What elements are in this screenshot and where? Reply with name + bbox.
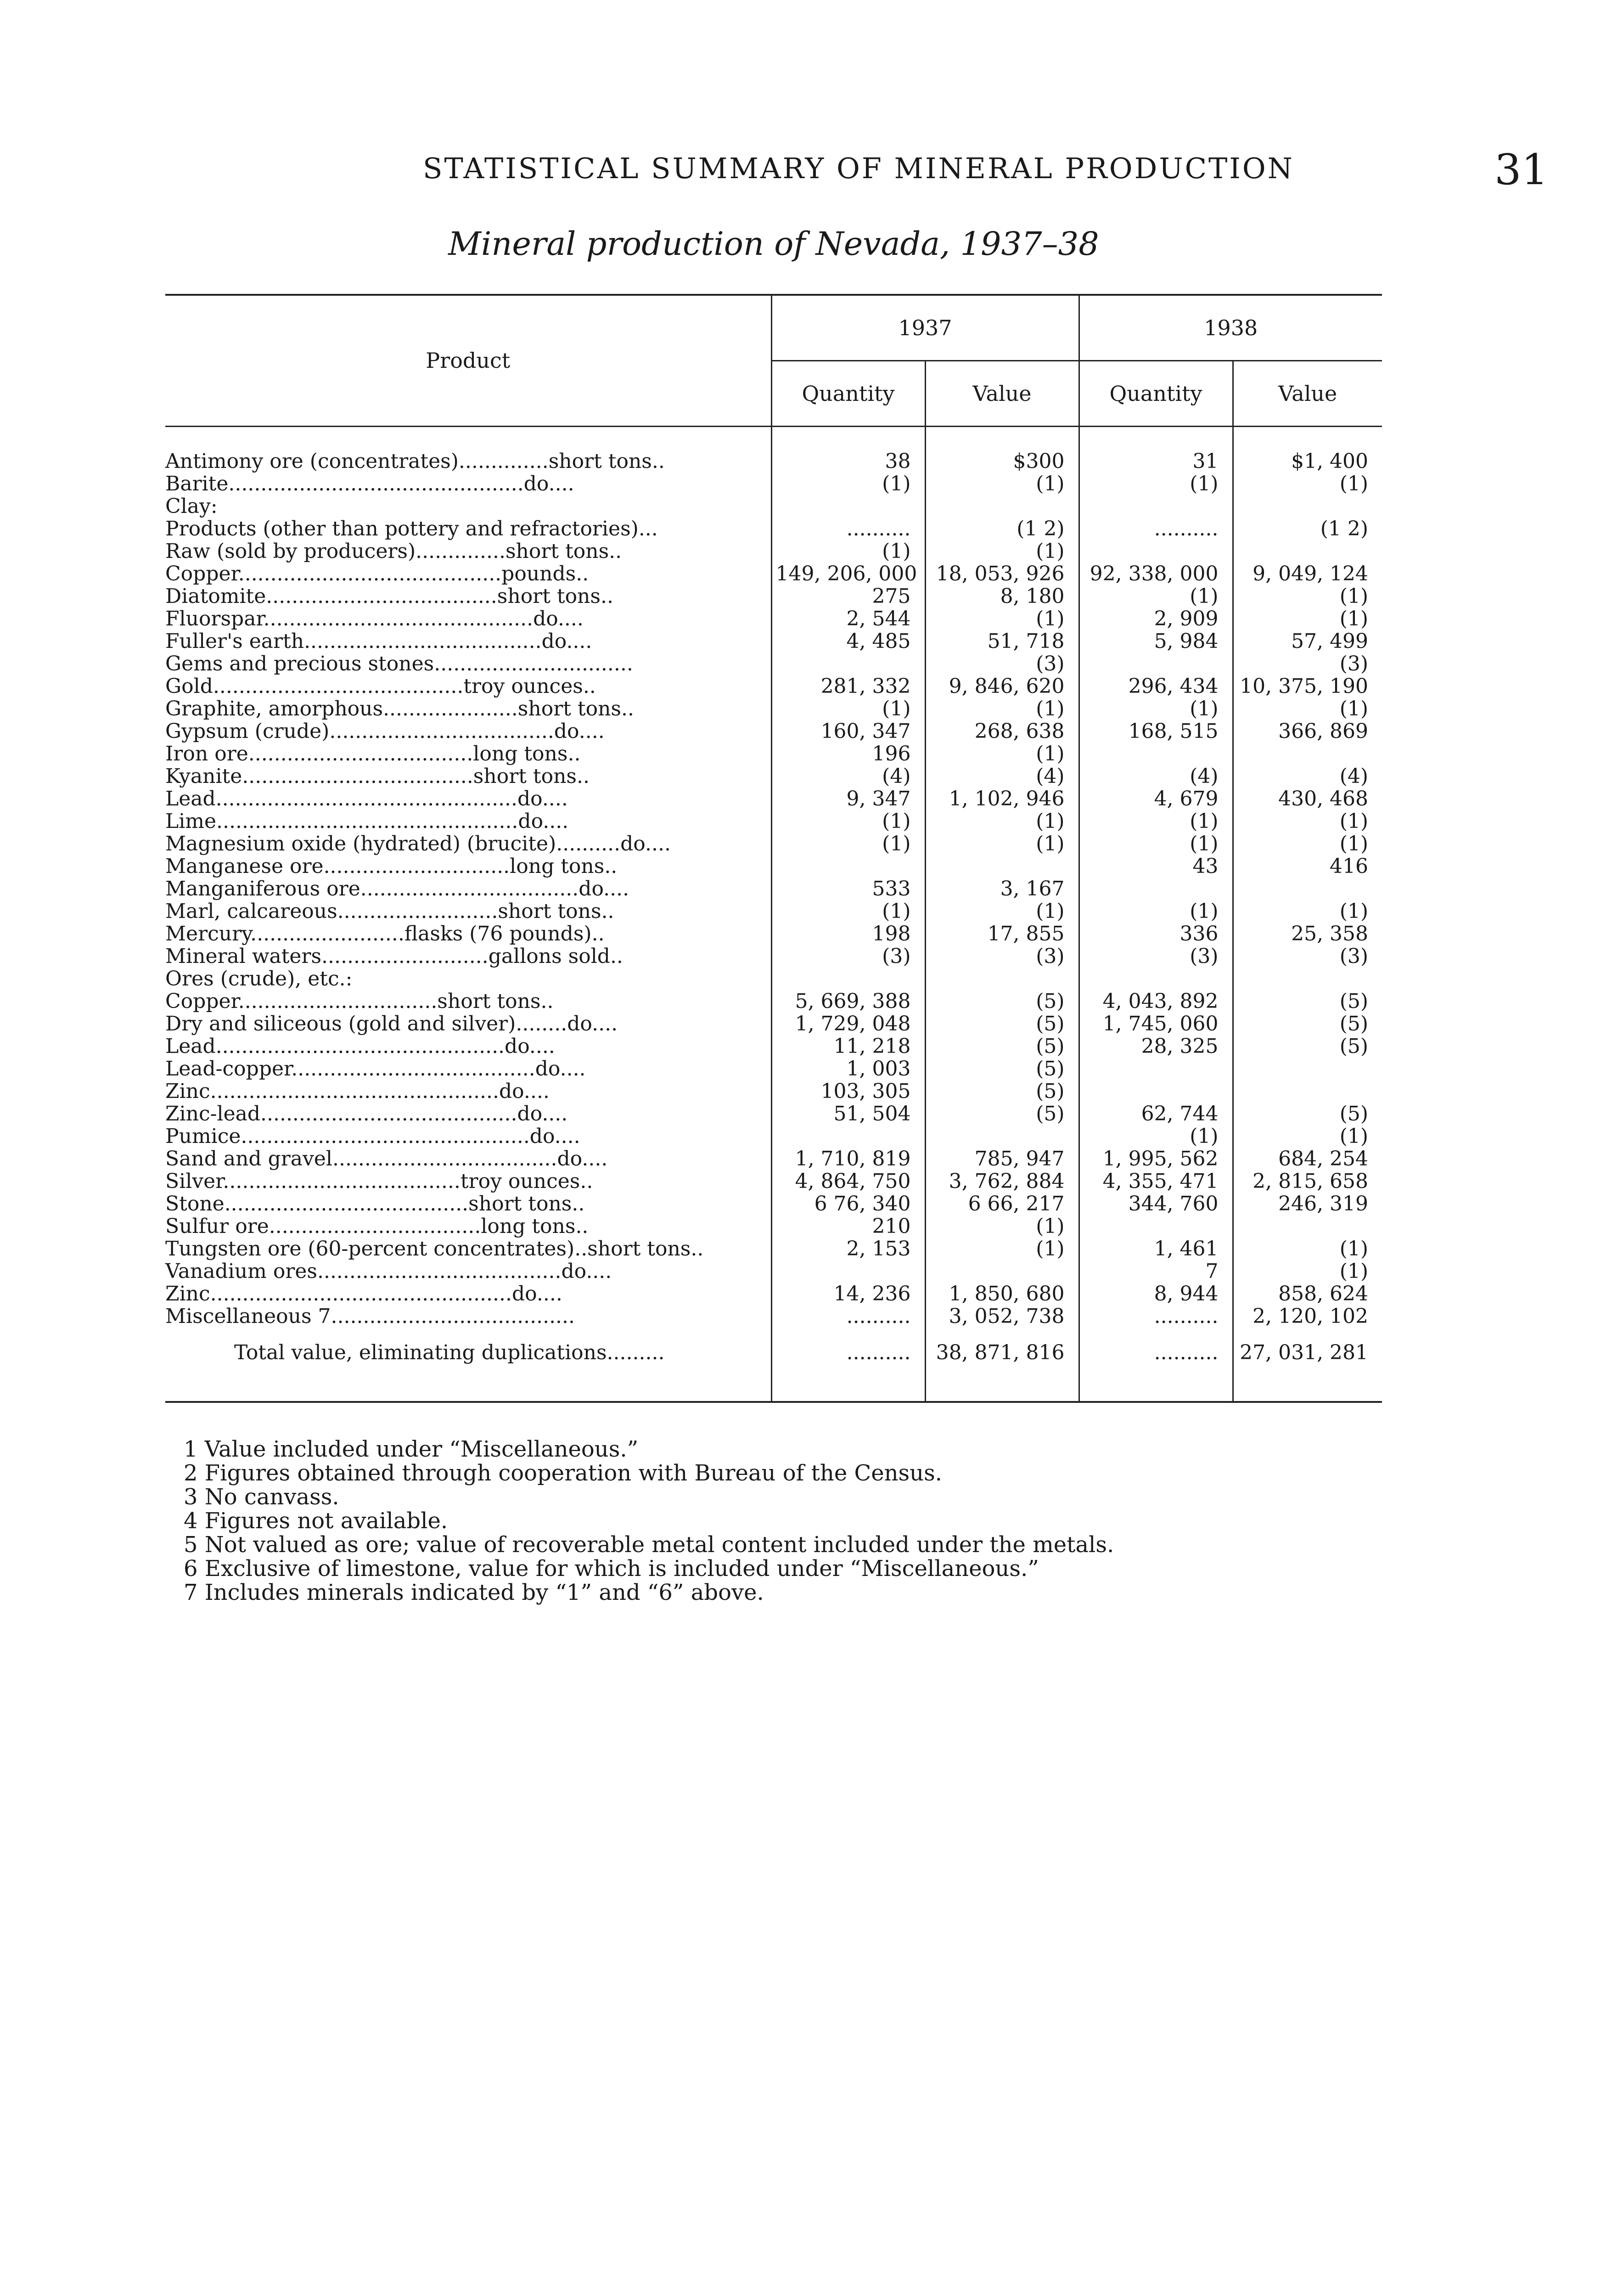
bottom-cell	[165, 1378, 771, 1402]
product-cell: Gold.......................................troy ounces..	[165, 675, 596, 698]
table-row	[165, 855, 1382, 878]
quantity-1937-cell	[771, 968, 925, 990]
value-1937-cell: (5)	[925, 1058, 1079, 1080]
table-title: Mineral production of Nevada, 1937–38	[448, 225, 1099, 263]
quantity-1938-cell	[1079, 1215, 1233, 1238]
quantity-1938-cell: 28, 325	[1079, 1035, 1233, 1058]
value-1938-cell: 684, 254	[1233, 1148, 1382, 1170]
value-1937-cell: (1)	[925, 743, 1079, 765]
quantity-1937-cell: 281, 332	[771, 675, 925, 698]
quantity-1937-cell: 6 76, 340	[771, 1193, 925, 1215]
table-row	[165, 765, 1382, 788]
value-1937-cell: (3)	[925, 945, 1079, 968]
quantity-1938-cell: (1)	[1079, 585, 1233, 608]
quantity-1938-cell: 1, 995, 562	[1079, 1148, 1233, 1170]
value-1938-cell	[1233, 540, 1382, 563]
table-row	[165, 878, 1382, 900]
quantity-1937-cell: 1, 729, 048	[771, 1013, 925, 1035]
value-1937-cell: (5)	[925, 990, 1079, 1013]
value-1938-cell	[1233, 878, 1382, 900]
quantity-1937-cell: (3)	[771, 945, 925, 968]
table-row	[165, 1035, 1382, 1058]
value-1937-header: Value	[925, 361, 1079, 427]
footnote: 7 Includes minerals indicated by “1” and “6” above.	[184, 1580, 764, 1605]
footnote: 3 No canvass.	[184, 1484, 339, 1510]
value-1937-cell: 51, 718	[925, 630, 1079, 653]
quantity-1938-cell: (1)	[1079, 1125, 1233, 1148]
footnotes	[184, 1437, 1377, 1604]
product-cell: Pumice.............................................do....	[165, 1125, 580, 1148]
value-1938-cell: (4)	[1233, 765, 1382, 788]
bottom-row	[165, 1378, 1382, 1402]
value-1937-cell: 268, 638	[925, 720, 1079, 743]
value-1937-cell: (1)	[925, 698, 1079, 720]
value-1938-cell	[1233, 1215, 1382, 1238]
quantity-1938-cell	[1079, 495, 1233, 518]
value-1938-cell: 416	[1233, 855, 1382, 878]
quantity-1938-cell: (1)	[1079, 810, 1233, 833]
table-row	[165, 1260, 1382, 1283]
quantity-1937-cell: 1, 003	[771, 1058, 925, 1080]
value-1937-cell: (1 2)	[925, 518, 1079, 540]
total-value-1938: 27, 031, 281	[1233, 1328, 1382, 1378]
value-1938-cell: (1)	[1233, 1125, 1382, 1148]
value-1938-cell	[1233, 495, 1382, 518]
table-row	[165, 1238, 1382, 1260]
quantity-1937-cell	[771, 855, 925, 878]
value-1937-cell: 17, 855	[925, 923, 1079, 945]
value-1938-cell: 246, 319	[1233, 1193, 1382, 1215]
table-row	[165, 923, 1382, 945]
value-1937-cell: (4)	[925, 765, 1079, 788]
table-row	[165, 1013, 1382, 1035]
product-cell: Antimony ore (concentrates)..............short tons..	[165, 450, 665, 473]
quantity-1937-cell: 275	[771, 585, 925, 608]
quantity-1938-cell: 8, 944	[1079, 1283, 1233, 1305]
total-quantity-1937: ..........	[771, 1328, 925, 1378]
product-cell: Gypsum (crude)...................................do....	[165, 720, 605, 743]
value-1937-cell	[925, 1260, 1079, 1283]
quantity-1938-cell: 92, 338, 000	[1079, 563, 1233, 585]
bottom-cell	[1233, 1378, 1382, 1402]
quantity-1938-cell: 1, 745, 060	[1079, 1013, 1233, 1035]
product-cell: Manganese ore.............................long tons..	[165, 855, 618, 878]
table-row	[165, 585, 1382, 608]
product-cell: Zinc...............................................do....	[165, 1282, 562, 1306]
quantity-1938-cell: ..........	[1079, 518, 1233, 540]
product-cell: Barite..............................................do....	[165, 472, 574, 495]
product-cell: Kyanite....................................short tons..	[165, 765, 590, 788]
quantity-1938-cell: 7	[1079, 1260, 1233, 1283]
quantity-1938-cell	[1079, 1080, 1233, 1103]
quantity-1937-cell: 5, 669, 388	[771, 990, 925, 1013]
value-1938-cell: (1)	[1233, 1238, 1382, 1260]
table-row	[165, 563, 1382, 585]
value-1938-cell: 2, 120, 102	[1233, 1305, 1382, 1328]
quantity-1937-cell: 38	[771, 450, 925, 473]
table-row	[165, 450, 1382, 473]
quantity-1937-cell: 11, 218	[771, 1035, 925, 1058]
value-1938-cell: (5)	[1233, 1013, 1382, 1035]
bottom-cell	[925, 1378, 1079, 1402]
value-1938-cell: (1 2)	[1233, 518, 1382, 540]
value-1938-cell: 366, 869	[1233, 720, 1382, 743]
value-1938-cell: 10, 375, 190	[1233, 675, 1382, 698]
quantity-1938-cell: 4, 355, 471	[1079, 1170, 1233, 1193]
quantity-1937-cell: 2, 153	[771, 1238, 925, 1260]
table-row	[165, 653, 1382, 675]
quantity-1937-cell: 4, 485	[771, 630, 925, 653]
value-1938-cell: 858, 624	[1233, 1283, 1382, 1305]
quantity-1938-header: Quantity	[1079, 361, 1233, 427]
total-label: Total value, eliminating duplications.........	[234, 1341, 665, 1364]
product-cell: Fuller's earth.....................................do....	[165, 630, 592, 653]
value-1937-cell: $300	[925, 450, 1079, 473]
quantity-1938-cell	[1079, 743, 1233, 765]
value-1938-cell: 9, 049, 124	[1233, 563, 1382, 585]
value-1937-cell: (5)	[925, 1013, 1079, 1035]
value-1937-cell: 3, 167	[925, 878, 1079, 900]
value-1937-cell: (5)	[925, 1103, 1079, 1125]
value-1938-cell: (1)	[1233, 1260, 1382, 1283]
quantity-1937-cell	[771, 653, 925, 675]
value-1937-cell: (1)	[925, 1215, 1079, 1238]
quantity-1938-cell	[1079, 878, 1233, 900]
quantity-1937-cell: (4)	[771, 765, 925, 788]
value-1938-cell: (5)	[1233, 1035, 1382, 1058]
quantity-1938-cell: 344, 760	[1079, 1193, 1233, 1215]
table-row	[165, 833, 1382, 855]
table-row	[165, 518, 1382, 540]
value-1938-cell: (3)	[1233, 653, 1382, 675]
value-1938-cell	[1233, 1058, 1382, 1080]
value-1938-cell: 57, 499	[1233, 630, 1382, 653]
product-cell: Mineral waters..........................gallons sold..	[165, 945, 623, 968]
value-1937-cell: 785, 947	[925, 1148, 1079, 1170]
quantity-1937-cell: 160, 347	[771, 720, 925, 743]
quantity-1937-cell: (1)	[771, 810, 925, 833]
product-cell: Marl, calcareous.........................short tons..	[165, 900, 614, 923]
table-row	[165, 1103, 1382, 1125]
product-cell: Ores (crude), etc.:	[165, 967, 353, 990]
footnote: 1 Value included under “Miscellaneous.”	[184, 1436, 639, 1462]
value-1938-cell: (1)	[1233, 833, 1382, 855]
value-1937-cell	[925, 855, 1079, 878]
product-cell: Iron ore...................................long tons..	[165, 742, 581, 765]
value-1937-cell: 3, 052, 738	[925, 1305, 1079, 1328]
quantity-1938-cell: 4, 043, 892	[1079, 990, 1233, 1013]
quantity-1938-cell: (1)	[1079, 698, 1233, 720]
value-1937-cell: (1)	[925, 810, 1079, 833]
product-cell: Tungsten ore (60-percent concentrates)..short tons..	[165, 1237, 704, 1261]
quantity-1938-cell: 336	[1079, 923, 1233, 945]
value-1938-cell	[1233, 743, 1382, 765]
table-row	[165, 945, 1382, 968]
value-1938-cell	[1233, 968, 1382, 990]
product-header: Product	[426, 348, 511, 373]
value-1938-cell: $1, 400	[1233, 450, 1382, 473]
quantity-1937-header: Quantity	[771, 361, 925, 427]
quantity-1937-cell: 51, 504	[771, 1103, 925, 1125]
value-1937-cell: (3)	[925, 653, 1079, 675]
quantity-1938-cell: (1)	[1079, 833, 1233, 855]
table-row	[165, 788, 1382, 810]
footnote: 4 Figures not available.	[184, 1508, 448, 1534]
quantity-1937-cell: 149, 206, 000	[771, 563, 925, 585]
quantity-1937-cell: 9, 347	[771, 788, 925, 810]
table-row	[165, 1080, 1382, 1103]
product-cell: Sand and gravel...................................do....	[165, 1147, 608, 1171]
value-1937-cell	[925, 495, 1079, 518]
total-row	[165, 1328, 1382, 1378]
value-1937-cell: 3, 762, 884	[925, 1170, 1079, 1193]
quantity-1937-cell: 533	[771, 878, 925, 900]
quantity-1938-cell	[1079, 1058, 1233, 1080]
quantity-1937-cell	[771, 1125, 925, 1148]
quantity-1937-cell: 103, 305	[771, 1080, 925, 1103]
table-row	[165, 473, 1382, 495]
bottom-cell	[1079, 1378, 1233, 1402]
product-cell: Graphite, amorphous.....................short tons..	[165, 697, 634, 720]
value-1937-cell: 6 66, 217	[925, 1193, 1079, 1215]
value-1938-cell: (1)	[1233, 473, 1382, 495]
product-cell: Lead...............................................do....	[165, 787, 568, 810]
product-cell: Zinc.............................................do....	[165, 1080, 550, 1103]
value-1937-cell: (5)	[925, 1035, 1079, 1058]
value-1937-cell: 9, 846, 620	[925, 675, 1079, 698]
quantity-1938-cell	[1079, 540, 1233, 563]
table-row	[165, 900, 1382, 923]
quantity-1937-cell: 210	[771, 1215, 925, 1238]
quantity-1937-cell	[771, 495, 925, 518]
value-1937-cell: 18, 053, 926	[925, 563, 1079, 585]
table-row	[165, 540, 1382, 563]
table-row	[165, 630, 1382, 653]
quantity-1938-cell: 168, 515	[1079, 720, 1233, 743]
product-cell: Stone......................................short tons..	[165, 1192, 585, 1216]
product-cell: Vanadium ores......................................do....	[165, 1260, 612, 1283]
product-cell: Mercury........................flasks (76 pounds)..	[165, 922, 605, 945]
table-body	[165, 427, 1382, 1402]
total-value-1937: 38, 871, 816	[925, 1328, 1079, 1378]
quantity-1937-cell: 196	[771, 743, 925, 765]
quantity-1937-cell: 1, 710, 819	[771, 1148, 925, 1170]
value-1938-cell: (1)	[1233, 585, 1382, 608]
value-1938-cell: 430, 468	[1233, 788, 1382, 810]
product-cell: Magnesium oxide (hydrated) (brucite)..........do....	[165, 832, 671, 855]
value-1938-cell: (3)	[1233, 945, 1382, 968]
table-row	[165, 1125, 1382, 1148]
page-number: 31	[1494, 145, 1549, 194]
table-row	[165, 1058, 1382, 1080]
bottom-cell	[771, 1378, 925, 1402]
production-table	[165, 294, 1382, 1403]
quantity-1937-cell: 2, 544	[771, 608, 925, 630]
product-cell: Zinc-lead........................................do....	[165, 1102, 568, 1125]
product-cell: Copper...............................short tons..	[165, 990, 554, 1013]
value-1938-cell: (1)	[1233, 810, 1382, 833]
quantity-1938-cell: 2, 909	[1079, 608, 1233, 630]
quantity-1937-cell: 14, 236	[771, 1283, 925, 1305]
value-1937-cell: (5)	[925, 1080, 1079, 1103]
footnote: 2 Figures obtained through cooperation with Bureau of the Census.	[184, 1460, 942, 1486]
value-1938-header: Value	[1233, 361, 1382, 427]
table-row	[165, 990, 1382, 1013]
table-row	[165, 720, 1382, 743]
quantity-1937-cell: 198	[771, 923, 925, 945]
value-1937-cell: 8, 180	[925, 585, 1079, 608]
table-row	[165, 1193, 1382, 1215]
value-1937-cell: (1)	[925, 473, 1079, 495]
quantity-1938-cell: 4, 679	[1079, 788, 1233, 810]
table-row	[165, 743, 1382, 765]
value-1937-cell: (1)	[925, 833, 1079, 855]
value-1937-cell: (1)	[925, 1238, 1079, 1260]
value-1938-cell: (5)	[1233, 1103, 1382, 1125]
value-1937-cell: 1, 102, 946	[925, 788, 1079, 810]
product-cell: Gems and precious stones...............................	[165, 652, 633, 675]
quantity-1937-cell: (1)	[771, 473, 925, 495]
product-cell: Raw (sold by producers)..............short tons..	[165, 540, 622, 563]
quantity-1938-cell	[1079, 968, 1233, 990]
year-1938-header: 1938	[1079, 295, 1382, 361]
quantity-1937-cell: ..........	[771, 518, 925, 540]
quantity-1937-cell: (1)	[771, 900, 925, 923]
quantity-1938-cell	[1079, 653, 1233, 675]
value-1937-cell: (1)	[925, 608, 1079, 630]
product-cell: Lead-copper......................................do....	[165, 1057, 586, 1080]
quantity-1938-cell: (1)	[1079, 900, 1233, 923]
value-1937-cell: (1)	[925, 540, 1079, 563]
value-1937-cell	[925, 1125, 1079, 1148]
value-1938-cell: (1)	[1233, 900, 1382, 923]
table-row	[165, 1215, 1382, 1238]
value-1937-cell: 1, 850, 680	[925, 1283, 1079, 1305]
year-1937-header: 1937	[771, 295, 1079, 361]
product-cell: Dry and siliceous (gold and silver)........do....	[165, 1012, 618, 1035]
product-cell: Clay:	[165, 495, 218, 518]
quantity-1938-cell: 5, 984	[1079, 630, 1233, 653]
quantity-1937-cell: (1)	[771, 540, 925, 563]
quantity-1938-cell: (1)	[1079, 473, 1233, 495]
quantity-1937-cell: ..........	[771, 1305, 925, 1328]
product-cell: Lime...............................................do....	[165, 810, 569, 833]
value-1938-cell: 2, 815, 658	[1233, 1170, 1382, 1193]
product-cell: Manganiferous ore..................................do....	[165, 877, 629, 900]
product-cell: Silver.....................................troy ounces..	[165, 1170, 593, 1193]
spacer-row	[165, 427, 1382, 450]
product-cell: Lead.............................................do....	[165, 1035, 555, 1058]
total-quantity-1938: ..........	[1079, 1328, 1233, 1378]
quantity-1938-cell: 31	[1079, 450, 1233, 473]
quantity-1938-cell: 43	[1079, 855, 1233, 878]
quantity-1938-cell: 62, 744	[1079, 1103, 1233, 1125]
product-cell: Products (other than pottery and refractories)...	[165, 517, 658, 540]
value-1938-cell	[1233, 1080, 1382, 1103]
quantity-1937-cell	[771, 1260, 925, 1283]
quantity-1938-cell: 1, 461	[1079, 1238, 1233, 1260]
value-1937-cell: (1)	[925, 900, 1079, 923]
value-1937-cell	[925, 968, 1079, 990]
footnote: 6 Exclusive of limestone, value for which is included under “Miscellaneous.”	[184, 1556, 1039, 1581]
value-1938-cell: 25, 358	[1233, 923, 1382, 945]
table-row	[165, 1170, 1382, 1193]
quantity-1937-cell: (1)	[771, 698, 925, 720]
running-head: STATISTICAL SUMMARY OF MINERAL PRODUCTION	[423, 152, 1294, 185]
quantity-1938-cell: (4)	[1079, 765, 1233, 788]
product-cell: Copper.........................................pounds..	[165, 562, 589, 585]
product-cell: Diatomite....................................short tons..	[165, 585, 613, 608]
table-row	[165, 608, 1382, 630]
product-cell: Miscellaneous 7......................................	[165, 1305, 575, 1328]
table-row	[165, 810, 1382, 833]
table-row	[165, 1283, 1382, 1305]
quantity-1938-cell: (3)	[1079, 945, 1233, 968]
table-row	[165, 1305, 1382, 1328]
table-row	[165, 698, 1382, 720]
table-row	[165, 1148, 1382, 1170]
table-row	[165, 968, 1382, 990]
footnote: 5 Not valued as ore; value of recoverable metal content included under the metals.	[184, 1532, 1114, 1558]
quantity-1937-cell: (1)	[771, 833, 925, 855]
product-cell: Sulfur ore.................................long tons..	[165, 1215, 589, 1238]
quantity-1938-cell: ..........	[1079, 1305, 1233, 1328]
value-1938-cell: (1)	[1233, 698, 1382, 720]
product-cell: Fluorspar..........................................do....	[165, 607, 584, 630]
quantity-1938-cell: 296, 434	[1079, 675, 1233, 698]
value-1938-cell: (1)	[1233, 608, 1382, 630]
table-row	[165, 675, 1382, 698]
value-1938-cell: (5)	[1233, 990, 1382, 1013]
quantity-1937-cell: 4, 864, 750	[771, 1170, 925, 1193]
table-row	[165, 495, 1382, 518]
